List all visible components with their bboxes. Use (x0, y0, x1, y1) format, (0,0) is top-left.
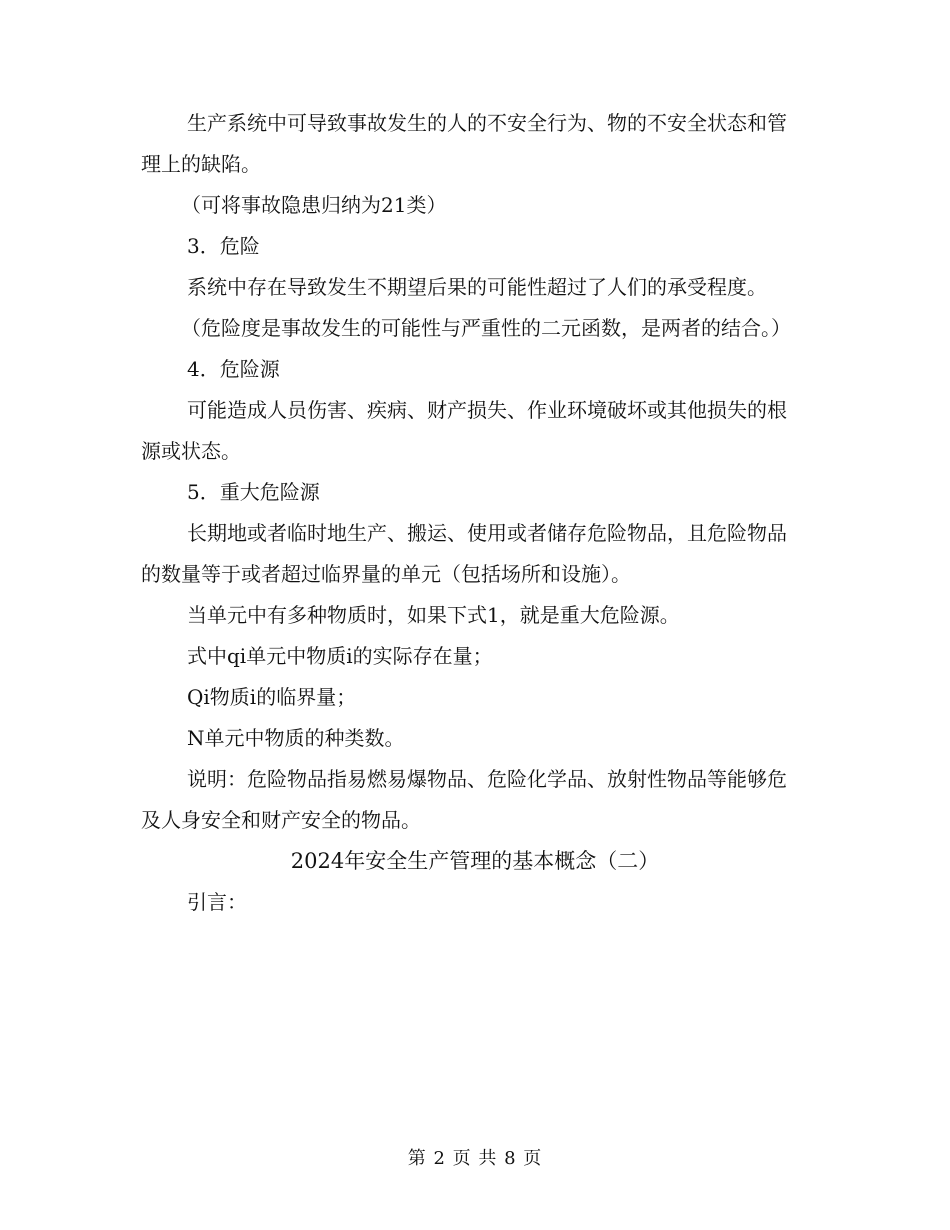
paragraph-hazard-note: （可将事故隐患归纳为21类） (181, 193, 447, 217)
paragraph-hazard-definition: 生产系统中可导致事故发生的人的不安全行为、物的不安全状态和管理上的缺陷。 (141, 111, 787, 176)
heading-hazard-source: 4．危险源 (187, 357, 280, 381)
section-title: 2024年安全生产管理的基本概念（二） (290, 849, 660, 873)
paragraph-major-hazard-definition: 长期地或者临时地生产、搬运、使用或者储存危险物品，且危险物品的数量等于或者超过临界量的单元（包括场所和设施）。 (141, 521, 787, 586)
paragraph-formula-N: N单元中物质的种类数。 (187, 726, 405, 750)
paragraph-hazard-source-definition: 可能造成人员伤害、疾病、财产损失、作业环境破坏或其他损失的根源或状态。 (141, 398, 787, 463)
paragraph-danger-definition: 系统中存在导致发生不期望后果的可能性超过了人们的承受程度。 (187, 275, 767, 299)
paragraph-formula-condition: 当单元中有多种物质时，如果下式1，就是重大危险源。 (187, 603, 680, 627)
intro-label: 引言： (187, 890, 247, 914)
paragraph-explanation: 说明：危险物品指易燃易爆物品、危险化学品、放射性物品等能够危及人身安全和财产安全的物品。 (141, 767, 787, 832)
page-footer: 第 2 页 共 8 页 (407, 1148, 543, 1169)
document-body (141, 103, 801, 923)
heading-major-hazard-source: 5．重大危险源 (187, 480, 320, 504)
paragraph-formula-Qi: Qi物质i的临界量； (187, 685, 357, 709)
paragraph-danger-note: （危险度是事故发生的可能性与严重性的二元函数，是两者的结合。） (181, 316, 791, 340)
heading-danger: 3．危险 (187, 234, 260, 258)
paragraph-formula-qi: 式中qi单元中物质i的实际存在量； (187, 644, 493, 668)
